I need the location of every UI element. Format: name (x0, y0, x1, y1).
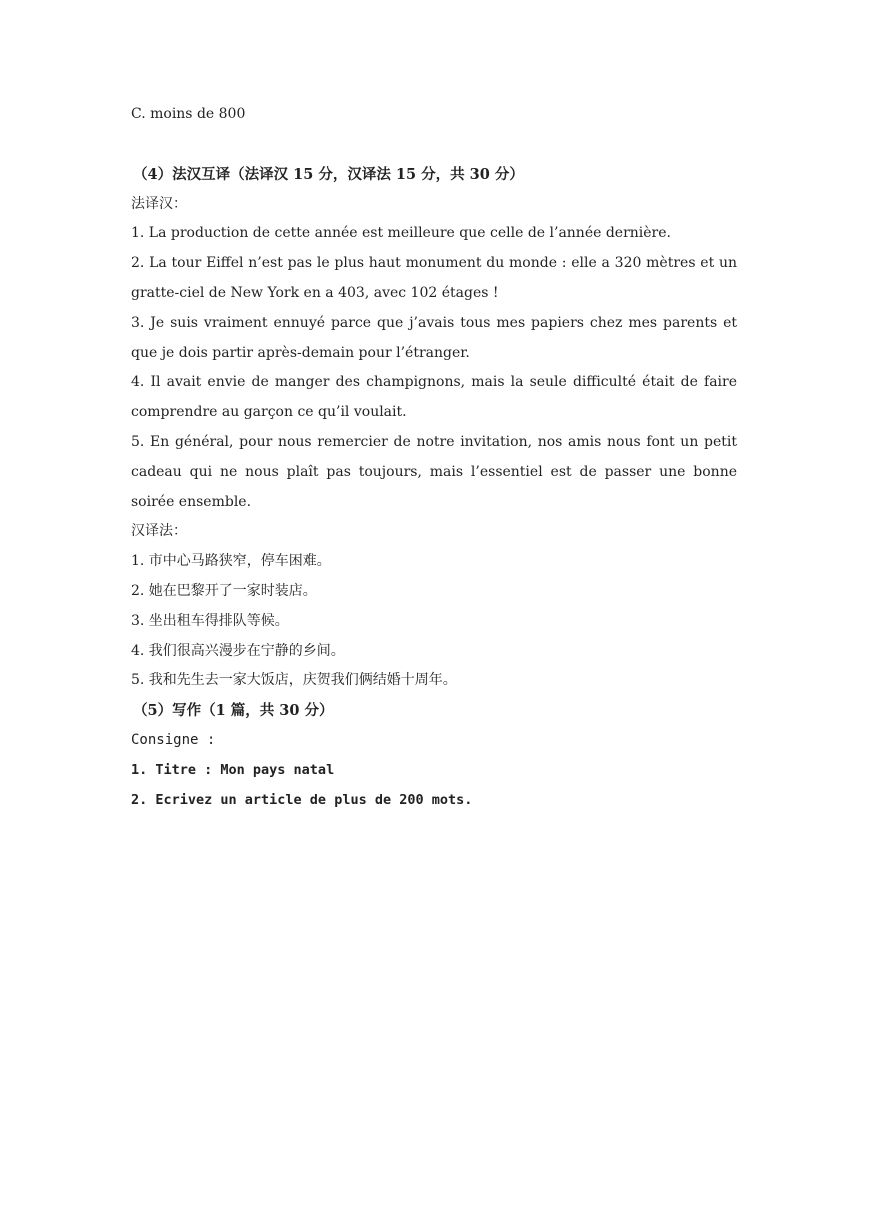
zh-item-4: 4. 我们很高兴漫步在宁静的乡间。 (131, 642, 345, 659)
spacer (131, 130, 737, 160)
writing-item-1: 1. Titre : Mon pays natal (131, 761, 335, 778)
option-c: C. moins de 800 (131, 106, 246, 122)
fr-item-2: 2. La tour Eiffel n’est pas le plus haut monument du monde : elle a 320 mètres et un gratte-ciel de New York en a 403, avec 102 étages ! (131, 255, 737, 301)
fr-item-4: 4. Il avait envie de manger des champignons, mais la seule difficulté était de faire comprendre au garçon ce qu’il voulait. (131, 374, 737, 421)
zh-item-1: 1. 市中心马路狭窄，停车困难。 (131, 553, 331, 570)
document-page (131, 100, 737, 815)
consigne-label: Consigne : (131, 731, 216, 748)
fr-item-5: 5. En général, pour nous remercier de notre invitation, nos amis nous font un petit cadeau qui ne nous plaît pas toujours, mais l’essentiel est de passer une bonne soirée ensemble. (131, 433, 737, 510)
zh-to-fr-label: 汉译法： (131, 523, 187, 540)
section-5-heading: （5）写作（1 篇，共 30 分） (133, 702, 334, 720)
writing-item-2: 2. Ecrivez un article de plus de 200 mots. (131, 791, 473, 808)
zh-item-5: 5. 我和先生去一家大饭店，庆贺我们俩结婚十周年。 (131, 672, 457, 689)
fr-item-3: 3. Je suis vraiment ennuyé parce que j’avais tous mes papiers chez mes parents et que je dois partir après-demain pour l’étranger. (131, 314, 737, 361)
section-4-heading: （4）法汉互译（法译汉 15 分，汉译法 15 分，共 30 分） (133, 165, 524, 183)
zh-item-3: 3. 坐出租车得排队等候。 (131, 612, 289, 629)
fr-to-zh-label: 法译汉： (131, 195, 187, 212)
zh-item-2: 2. 她在巴黎开了一家时装店。 (131, 582, 317, 599)
fr-item-1: 1. La production de cette année est meilleure que celle de l’année dernière. (131, 225, 671, 242)
